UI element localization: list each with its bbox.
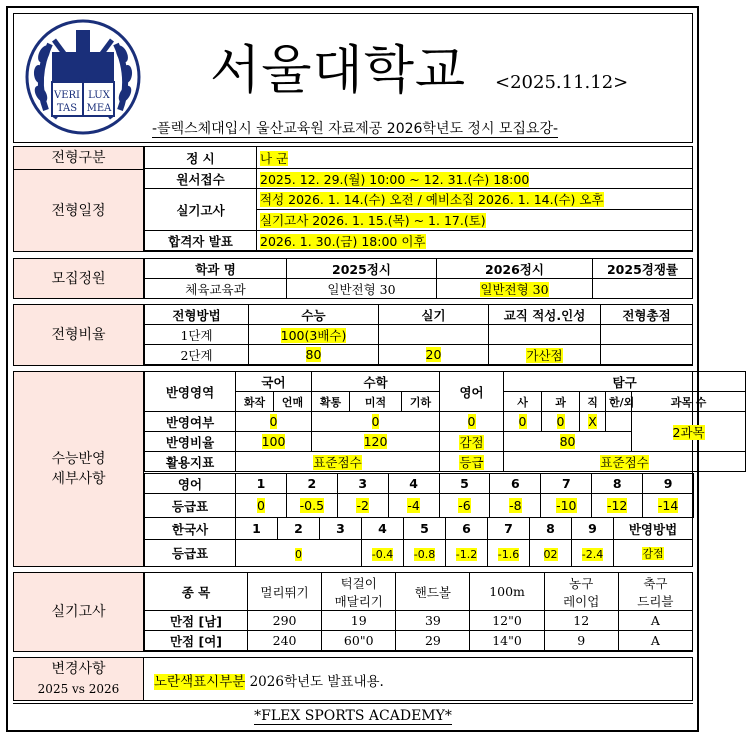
subject-eonmae: 언매 <box>274 392 312 412</box>
english-grade-2: 2 <box>286 474 337 494</box>
footer <box>13 703 693 728</box>
subject-mijeok: 미적 <box>350 392 402 412</box>
history-score-text-9: -2.4 <box>581 547 604 561</box>
quota-competition <box>593 279 693 299</box>
reflect-math-text: 0 <box>371 414 380 429</box>
logo-text-lux: LUX <box>88 90 110 101</box>
english-grade-7: 7 <box>541 474 592 494</box>
history-score-text-7: -1.6 <box>497 547 520 561</box>
reflect-science-text: 0 <box>556 414 565 429</box>
metric-english <box>440 452 504 472</box>
metric-korean-math-text: 표준점수 <box>313 454 362 470</box>
reflect-count <box>632 412 746 452</box>
reflect-math <box>312 412 440 432</box>
male-label: 만점 [남] <box>145 611 248 631</box>
group-inquiry: 탐구 <box>504 372 746 392</box>
subject-social: 사 <box>504 392 542 412</box>
csat-label <box>14 372 144 566</box>
practical-table <box>144 572 693 651</box>
quota-2025: 일반전형 30 <box>287 279 437 299</box>
history-score-9 <box>572 540 614 567</box>
history-grade-4: 4 <box>362 518 404 540</box>
ratio-section <box>13 304 693 366</box>
schedule-table <box>144 146 693 251</box>
practical-item-0 <box>248 573 322 611</box>
english-score-text-4: -4 <box>407 498 420 513</box>
ratio-stage2-practical-text: 20 <box>425 347 442 362</box>
weight-korean-text: 100 <box>261 434 286 449</box>
subtitle-text: -플렉스체대입시 울산교육원 자료제공 2026학년도 정시 모집요강- <box>152 121 559 137</box>
ratio-stage2-aptitude <box>489 345 601 365</box>
weight-inquiry-text: 80 <box>559 434 576 449</box>
quota-header-3: 2025경쟁률 <box>593 259 693 279</box>
history-grade-5: 5 <box>404 518 446 540</box>
subject-count: 과목 수 <box>632 392 746 412</box>
subject-hwaktong: 확통 <box>312 392 350 412</box>
quota-header-2: 2026정시 <box>437 259 593 279</box>
group-english: 영어 <box>440 372 504 412</box>
schedule-value-2 <box>257 210 693 231</box>
schedule-key-1: 실기고사 <box>145 189 257 231</box>
csat-section <box>13 371 707 567</box>
ratio-header-4: 전형총점 <box>601 305 693 325</box>
history-label: 한국사 <box>145 518 236 540</box>
english-score-1 <box>236 494 287 518</box>
history-score-text-1-3: 0 <box>295 547 302 561</box>
csat-label-line1: 수능반영 <box>51 451 106 467</box>
ratio-header-3: 교직 적성.인성 <box>489 305 601 325</box>
history-method <box>614 540 693 567</box>
ratio-stage2-total <box>601 345 693 365</box>
reflect-vocational-text: X <box>588 414 597 429</box>
history-score-text-5: -0.8 <box>413 547 436 561</box>
subject-hwajak: 화작 <box>236 392 274 412</box>
history-method-label: 반영방법 <box>614 518 693 540</box>
csat-label-line2: 세부사항 <box>51 471 106 487</box>
english-score-9 <box>643 494 694 518</box>
schedule-label: 전형일정 <box>14 169 144 251</box>
quota-section <box>13 258 693 299</box>
schedule-value-text-0: 2025. 12. 29.(월) 10:00 ~ 12. 31.(수) 18:00 <box>260 171 530 187</box>
english-score-text-7: -10 <box>556 498 577 513</box>
history-grade-6: 6 <box>446 518 488 540</box>
male-score-4: 12 <box>544 611 618 631</box>
ratio-table <box>144 304 693 365</box>
subject-history-foreign: 한/외 <box>606 392 632 412</box>
subject-giha: 기하 <box>402 392 440 412</box>
category-label: 전형구분 <box>14 147 144 169</box>
ratio-header-0: 전형방법 <box>145 305 249 325</box>
english-grade-8: 8 <box>592 474 643 494</box>
male-score-5: A <box>618 611 692 631</box>
practical-item-2 <box>396 573 470 611</box>
schedule-value-text-2: 실기고사 2026. 1. 15.(목) ~ 1. 17.(토) <box>260 213 486 228</box>
english-score-2 <box>286 494 337 518</box>
quota-label: 모집정원 <box>14 259 144 298</box>
ratio-label: 전형비율 <box>14 305 144 365</box>
schedule-value-0 <box>257 169 693 189</box>
quota-2026-text: 일반전형 30 <box>480 281 549 297</box>
publish-date: <2025.11.12> <box>495 72 629 93</box>
english-score-text-9: -14 <box>657 498 679 513</box>
practical-section <box>13 572 693 652</box>
ratio-stage2-practical <box>379 345 489 365</box>
footer-text: *FLEX SPORTS ACADEMY* <box>254 708 452 724</box>
history-score-4 <box>362 540 404 567</box>
quota-header-1: 2025정시 <box>287 259 437 279</box>
ratio-stage2-csat <box>249 345 379 365</box>
female-label: 만점 [여] <box>145 631 248 651</box>
schedule-value-1 <box>257 189 693 210</box>
male-score-3: 12"0 <box>470 611 544 631</box>
weight-math <box>312 432 440 452</box>
schedule-value-3 <box>257 231 693 251</box>
schedule-value-text-3: 2026. 1. 30.(금) 18:00 이후 <box>260 233 426 249</box>
group-math: 수학 <box>312 372 440 392</box>
english-grade-table <box>144 473 694 518</box>
history-grade-7: 7 <box>488 518 530 540</box>
history-score-7 <box>488 540 530 567</box>
ratio-header-1: 수능 <box>249 305 379 325</box>
practical-item-1-l1: 턱걸이 <box>340 575 377 591</box>
ratio-stage2-csat-text: 80 <box>305 347 322 362</box>
changes-label <box>14 658 144 700</box>
category-value-text: 나 군 <box>260 150 289 166</box>
practical-item-label: 종 목 <box>145 573 248 611</box>
ratio-header-2: 실기 <box>379 305 489 325</box>
schedule-key-3: 합격자 발표 <box>145 231 257 251</box>
reflect-korean-text: 0 <box>269 414 278 429</box>
history-grade-table <box>144 517 693 567</box>
male-score-0: 290 <box>248 611 322 631</box>
history-grade-1: 1 <box>236 518 278 540</box>
practical-item-5 <box>618 573 692 611</box>
female-score-1: 60"0 <box>322 631 396 651</box>
schedule-value-text-1: 적성 2026. 1. 14.(수) 오전 / 예비소집 2026. 1. 14.(수) 오후 <box>260 192 604 207</box>
english-grade-6: 6 <box>490 474 541 494</box>
practical-item-3-l1: 100m <box>489 584 525 599</box>
english-grade-5: 5 <box>439 474 490 494</box>
changes-section <box>13 657 693 701</box>
reflect-social-text: 0 <box>518 414 527 429</box>
ratio-stage-1: 1단계 <box>145 325 249 345</box>
history-grade-3: 3 <box>320 518 362 540</box>
english-score-text-1: 0 <box>256 498 265 513</box>
reflect-english <box>440 412 504 432</box>
history-score-1-3 <box>236 540 362 567</box>
reflect-count-text: 2과목 <box>672 424 705 440</box>
english-score-text-5: -6 <box>458 498 471 513</box>
ratio-stage1-total <box>601 325 693 345</box>
history-grade-8: 8 <box>530 518 572 540</box>
subject-vocational: 직 <box>580 392 606 412</box>
university-logo <box>24 18 142 136</box>
reflect-science <box>542 412 580 432</box>
practical-item-1-l2: 매달리기 <box>334 593 383 609</box>
area-label: 반영영역 <box>145 372 236 412</box>
subject-science: 과 <box>542 392 580 412</box>
weight-inquiry <box>504 432 632 452</box>
history-score-5 <box>404 540 446 567</box>
male-score-1: 19 <box>322 611 396 631</box>
changes-note <box>154 670 384 690</box>
english-label: 영어 <box>145 474 236 494</box>
practical-item-3 <box>470 573 544 611</box>
reflect-history-foreign <box>606 412 632 432</box>
metric-inquiry <box>504 452 746 472</box>
english-score-text-8: -12 <box>606 498 628 513</box>
english-score-3 <box>337 494 388 518</box>
weight-math-text: 120 <box>363 434 388 449</box>
practical-item-4-l1: 농구 <box>569 575 594 591</box>
reflect-vocational <box>580 412 606 432</box>
schedule-section <box>13 146 693 252</box>
reflect-label: 반영여부 <box>145 412 236 432</box>
weight-label: 반영비율 <box>145 432 236 452</box>
history-score-text-6: -1.2 <box>455 547 478 561</box>
ratio-stage-2: 2단계 <box>145 345 249 365</box>
weight-english <box>440 432 504 452</box>
ratio-stage1-practical <box>379 325 489 345</box>
english-score-4 <box>388 494 439 518</box>
quota-2026 <box>437 279 593 299</box>
english-grade-9: 9 <box>643 474 694 494</box>
female-score-0: 240 <box>248 631 322 651</box>
changes-label-line1: 변경사항 <box>51 661 106 677</box>
practical-item-2-l1: 핸드볼 <box>414 584 451 600</box>
english-score-5 <box>439 494 490 518</box>
history-score-6 <box>446 540 488 567</box>
practical-item-1 <box>322 573 396 611</box>
practical-label: 실기고사 <box>14 573 144 651</box>
reflect-english-text: 0 <box>467 414 476 429</box>
changes-note-highlight: 노란색표시부분 <box>154 674 246 690</box>
english-score-text-2: -0.5 <box>299 498 325 513</box>
english-score-text-6: -8 <box>509 498 522 513</box>
history-score-8 <box>530 540 572 567</box>
ratio-stage1-csat-text: 100(3배수) <box>280 327 347 343</box>
history-method-text: 감점 <box>642 547 664 560</box>
practical-item-0-l1: 멀리뛰기 <box>260 584 309 600</box>
subtitle <box>152 118 558 138</box>
category-key: 정 시 <box>145 147 257 169</box>
metric-korean-math <box>236 452 440 472</box>
metric-inquiry-text: 표준점수 <box>600 454 649 470</box>
university-title: 서울대학교 <box>210 41 467 101</box>
csat-table <box>144 371 746 472</box>
metric-label: 활용지표 <box>145 452 236 472</box>
english-score-6 <box>490 494 541 518</box>
logo-text-mea: MEA <box>86 103 112 114</box>
female-score-4: 9 <box>544 631 618 651</box>
practical-item-5-l1: 축구 <box>643 575 668 591</box>
history-grade-2: 2 <box>278 518 320 540</box>
female-score-5: A <box>618 631 692 651</box>
english-grade-4: 4 <box>388 474 439 494</box>
changes-note-text: 2026학년도 발표내용. <box>245 674 384 690</box>
weight-korean <box>236 432 312 452</box>
practical-item-4 <box>544 573 618 611</box>
english-grade-1: 1 <box>236 474 287 494</box>
english-score-8 <box>592 494 643 518</box>
logo-text-tas: TAS <box>56 103 78 114</box>
english-score-7 <box>541 494 592 518</box>
practical-item-5-l2: 드리블 <box>637 593 674 609</box>
english-grade-3: 3 <box>337 474 388 494</box>
history-score-text-4: -0.4 <box>371 547 394 561</box>
history-score-text-8: 02 <box>543 547 558 561</box>
metric-english-text: 등급 <box>459 454 484 470</box>
schedule-key-0: 원서접수 <box>145 169 257 189</box>
female-score-2: 29 <box>396 631 470 651</box>
logo-text-veri: VERI <box>53 90 81 101</box>
english-grade-table-label: 등급표 <box>145 494 236 518</box>
category-value <box>257 147 693 169</box>
group-korean: 국어 <box>236 372 312 392</box>
ratio-stage1-csat <box>249 325 379 345</box>
weight-english-text: 감점 <box>459 434 484 450</box>
quota-table <box>144 258 693 299</box>
ratio-stage1-aptitude <box>489 325 601 345</box>
ratio-stage2-aptitude-text: 가산점 <box>526 347 563 363</box>
quota-header-0: 학과 명 <box>145 259 287 279</box>
history-grade-9: 9 <box>572 518 614 540</box>
practical-item-4-l2: 레이업 <box>563 593 600 609</box>
female-score-3: 14"0 <box>470 631 544 651</box>
reflect-social <box>504 412 542 432</box>
english-score-text-3: -2 <box>356 498 369 513</box>
history-grade-table-label: 등급표 <box>145 540 236 567</box>
changes-label-line2: 2025 vs 2026 <box>37 682 120 696</box>
quota-dept: 체육교육과 <box>145 279 287 299</box>
male-score-2: 39 <box>396 611 470 631</box>
reflect-korean <box>236 412 312 432</box>
